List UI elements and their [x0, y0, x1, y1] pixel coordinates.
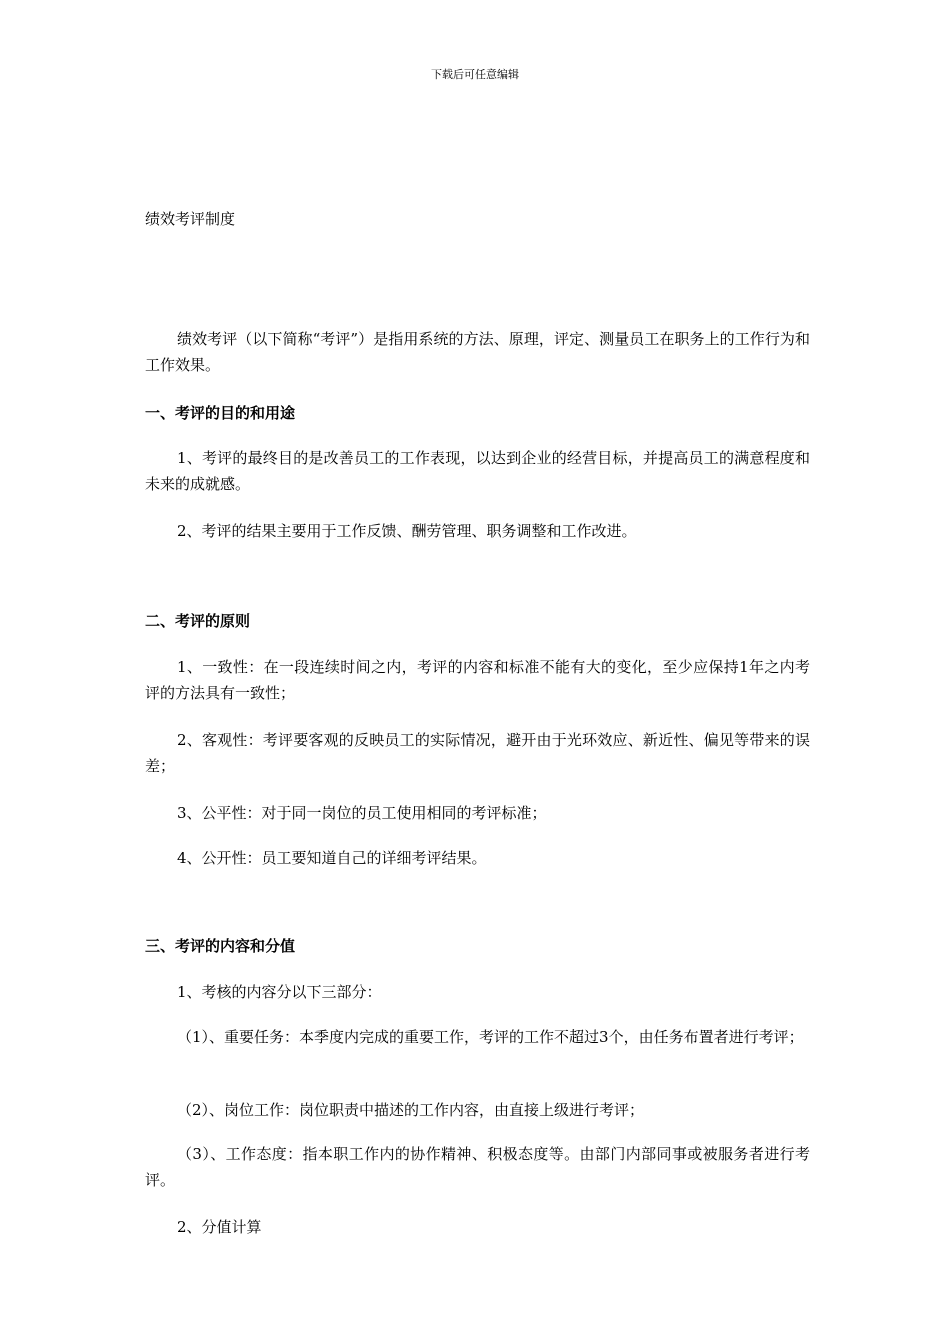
header-note: 下载后可任意编辑: [431, 68, 519, 81]
section-3-paragraph-5: 2、分值计算: [177, 1218, 262, 1236]
section-3-paragraph-1: 1、考核的内容分以下三部分：: [177, 983, 382, 1001]
section-1-heading: 一、考评的目的和用途: [145, 404, 296, 422]
intro-paragraph: 绩效考评（以下简称“考评”）是指用系统的方法、原理，评定、测量员工在职务上的工作行为和工作效果。: [145, 330, 810, 374]
section-2-paragraph-1: 1、一致性：在一段连续时间之内，考评的内容和标准不能有大的变化，至少应保持1年之内考评的方法具有一致性；: [145, 658, 810, 702]
section-3-paragraph-2: （1）、重要任务：本季度内完成的重要工作，考评的工作不超过3个，由任务布置者进行考评；: [177, 1028, 804, 1046]
section-2-paragraph-3: 3、公平性：对于同一岗位的员工使用相同的考评标准；: [177, 804, 547, 822]
section-2-heading: 二、考评的原则: [145, 612, 251, 630]
section-1-paragraph-1: 1、考评的最终目的是改善员工的工作表现，以达到企业的经营目标，并提高员工的满意程度和未来的成就感。: [145, 449, 810, 493]
section-2-paragraph-2: 2、客观性：考评要客观的反映员工的实际情况，避开由于光环效应、新近性、偏见等带来的误差；: [145, 731, 810, 775]
section-1-paragraph-2: 2、考评的结果主要用于工作反馈、酬劳管理、职务调整和工作改进。: [177, 522, 637, 540]
section-2-paragraph-4: 4、公开性：员工要知道自己的详细考评结果。: [177, 849, 487, 867]
section-3-paragraph-4: （3）、工作态度：指本职工作内的协作精神、积极态度等。由部门内部同事或被服务者进行考评。: [145, 1145, 810, 1189]
section-3-heading: 三、考评的内容和分值: [145, 937, 296, 955]
section-3-paragraph-3: （2）、岗位工作：岗位职责中描述的工作内容，由直接上级进行考评；: [177, 1101, 645, 1119]
document-title: 绩效考评制度: [145, 210, 236, 228]
